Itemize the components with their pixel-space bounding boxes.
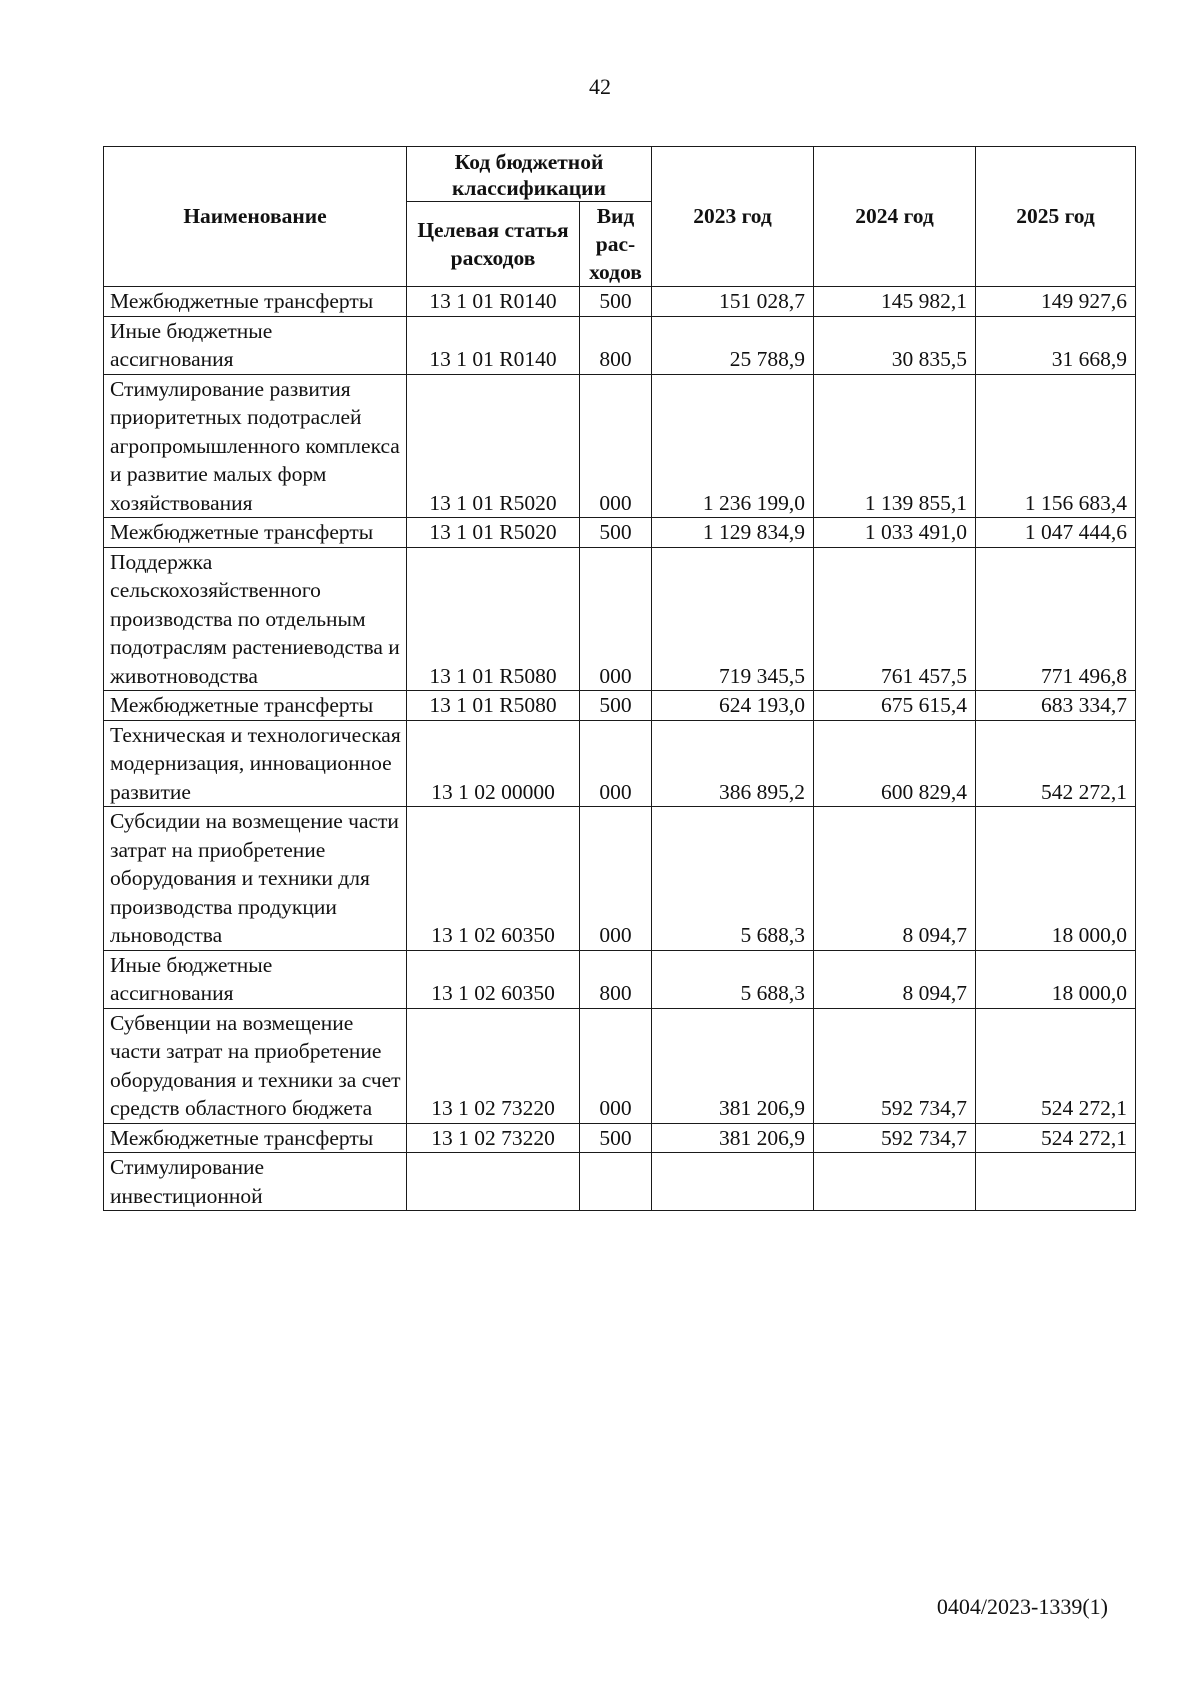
cell-2024: 8 094,7 — [814, 807, 976, 951]
table-row — [104, 1008, 1136, 1123]
cell-name: Техническая и технологическая модернизация, инновационное развитие — [104, 720, 407, 807]
cell-name: Межбюджетные трансферты — [104, 518, 407, 548]
cell-2025: 1 156 683,4 — [976, 374, 1136, 518]
cell-target-code: 13 1 01 R5080 — [407, 691, 580, 721]
cell-2025: 683 334,7 — [976, 691, 1136, 721]
cell-expense-type: 000 — [580, 1008, 652, 1123]
table-row — [104, 720, 1136, 807]
cell-2025: 31 668,9 — [976, 316, 1136, 374]
cell-2023: 624 193,0 — [652, 691, 814, 721]
table-header — [104, 147, 1136, 287]
header-2023: 2023 год — [652, 147, 814, 287]
header-name: Наименование — [104, 147, 407, 287]
cell-2023: 381 206,9 — [652, 1123, 814, 1153]
budget-table — [103, 146, 1136, 1211]
header-type: Вид рас-ходов — [580, 202, 652, 287]
cell-2024: 8 094,7 — [814, 950, 976, 1008]
cell-2023: 1 236 199,0 — [652, 374, 814, 518]
cell-target-code: 13 1 01 R5080 — [407, 547, 580, 691]
cell-2023: 5 688,3 — [652, 950, 814, 1008]
cell-target-code: 13 1 01 R0140 — [407, 316, 580, 374]
cell-target-code: 13 1 02 60350 — [407, 807, 580, 951]
cell-target-code: 13 1 01 R5020 — [407, 374, 580, 518]
cell-2024: 600 829,4 — [814, 720, 976, 807]
cell-2023: 25 788,9 — [652, 316, 814, 374]
cell-2024: 675 615,4 — [814, 691, 976, 721]
cell-expense-type: 800 — [580, 316, 652, 374]
table-row — [104, 518, 1136, 548]
header-2025: 2025 год — [976, 147, 1136, 287]
document-id: 0404/2023-1339(1) — [936, 1594, 1108, 1619]
table-row — [104, 547, 1136, 691]
cell-expense-type: 000 — [580, 547, 652, 691]
cell-2023 — [652, 1153, 814, 1211]
cell-2025: 524 272,1 — [976, 1008, 1136, 1123]
cell-name: Поддержка сельскохозяйственного производства по отдельным подотраслям растениеводства и животноводства — [104, 547, 407, 691]
table-row — [104, 1153, 1136, 1211]
cell-2024: 145 982,1 — [814, 287, 976, 317]
cell-name: Иные бюджетные ассигнования — [104, 950, 407, 1008]
cell-expense-type: 000 — [580, 720, 652, 807]
table-row — [104, 807, 1136, 951]
table-row — [104, 1123, 1136, 1153]
table-row — [104, 950, 1136, 1008]
cell-target-code: 13 1 02 00000 — [407, 720, 580, 807]
cell-target-code: 13 1 01 R5020 — [407, 518, 580, 548]
cell-expense-type: 500 — [580, 1123, 652, 1153]
cell-expense-type: 500 — [580, 518, 652, 548]
table-row — [104, 316, 1136, 374]
cell-target-code — [407, 1153, 580, 1211]
cell-target-code: 13 1 02 73220 — [407, 1123, 580, 1153]
cell-name: Стимулирование развития приоритетных подотраслей агропромышленного комплекса и развитие малых форм хозяйствования — [104, 374, 407, 518]
cell-expense-type: 500 — [580, 691, 652, 721]
header-target: Целевая статья расходов — [407, 202, 580, 287]
cell-2024: 1 033 491,0 — [814, 518, 976, 548]
header-2024: 2024 год — [814, 147, 976, 287]
cell-2024: 1 139 855,1 — [814, 374, 976, 518]
cell-2025: 771 496,8 — [976, 547, 1136, 691]
cell-name: Иные бюджетные ассигнования — [104, 316, 407, 374]
cell-2023: 5 688,3 — [652, 807, 814, 951]
cell-2023: 381 206,9 — [652, 1008, 814, 1123]
table-row — [104, 374, 1136, 518]
cell-2023: 719 345,5 — [652, 547, 814, 691]
cell-name: Межбюджетные трансферты — [104, 1123, 407, 1153]
cell-expense-type: 000 — [580, 374, 652, 518]
cell-name: Субсидии на возмещение части затрат на приобретение оборудования и техники для производства продукции льноводства — [104, 807, 407, 951]
cell-target-code: 13 1 01 R0140 — [407, 287, 580, 317]
cell-target-code: 13 1 02 60350 — [407, 950, 580, 1008]
table-row — [104, 287, 1136, 317]
cell-expense-type: 800 — [580, 950, 652, 1008]
cell-expense-type: 500 — [580, 287, 652, 317]
cell-name: Межбюджетные трансферты — [104, 287, 407, 317]
cell-2023: 1 129 834,9 — [652, 518, 814, 548]
cell-2025: 542 272,1 — [976, 720, 1136, 807]
cell-name: Стимулирование инвестиционной — [104, 1153, 407, 1211]
cell-target-code: 13 1 02 73220 — [407, 1008, 580, 1123]
cell-2025: 18 000,0 — [976, 950, 1136, 1008]
cell-2024: 30 835,5 — [814, 316, 976, 374]
cell-2023: 386 895,2 — [652, 720, 814, 807]
cell-name: Межбюджетные трансферты — [104, 691, 407, 721]
table-row — [104, 691, 1136, 721]
cell-2024: 592 734,7 — [814, 1123, 976, 1153]
page-number: 42 — [589, 74, 611, 99]
cell-2024: 592 734,7 — [814, 1008, 976, 1123]
header-code-group: Код бюджетной классификации — [407, 147, 652, 202]
cell-name: Субвенции на возмещение части затрат на приобретение оборудования и техники за счет средств областного бюджета — [104, 1008, 407, 1123]
table-body — [104, 287, 1136, 1211]
cell-2024 — [814, 1153, 976, 1211]
cell-2025: 18 000,0 — [976, 807, 1136, 951]
cell-2024: 761 457,5 — [814, 547, 976, 691]
cell-2025: 524 272,1 — [976, 1123, 1136, 1153]
cell-expense-type: 000 — [580, 807, 652, 951]
cell-2025 — [976, 1153, 1136, 1211]
cell-expense-type — [580, 1153, 652, 1211]
cell-2025: 149 927,6 — [976, 287, 1136, 317]
cell-2023: 151 028,7 — [652, 287, 814, 317]
cell-2025: 1 047 444,6 — [976, 518, 1136, 548]
